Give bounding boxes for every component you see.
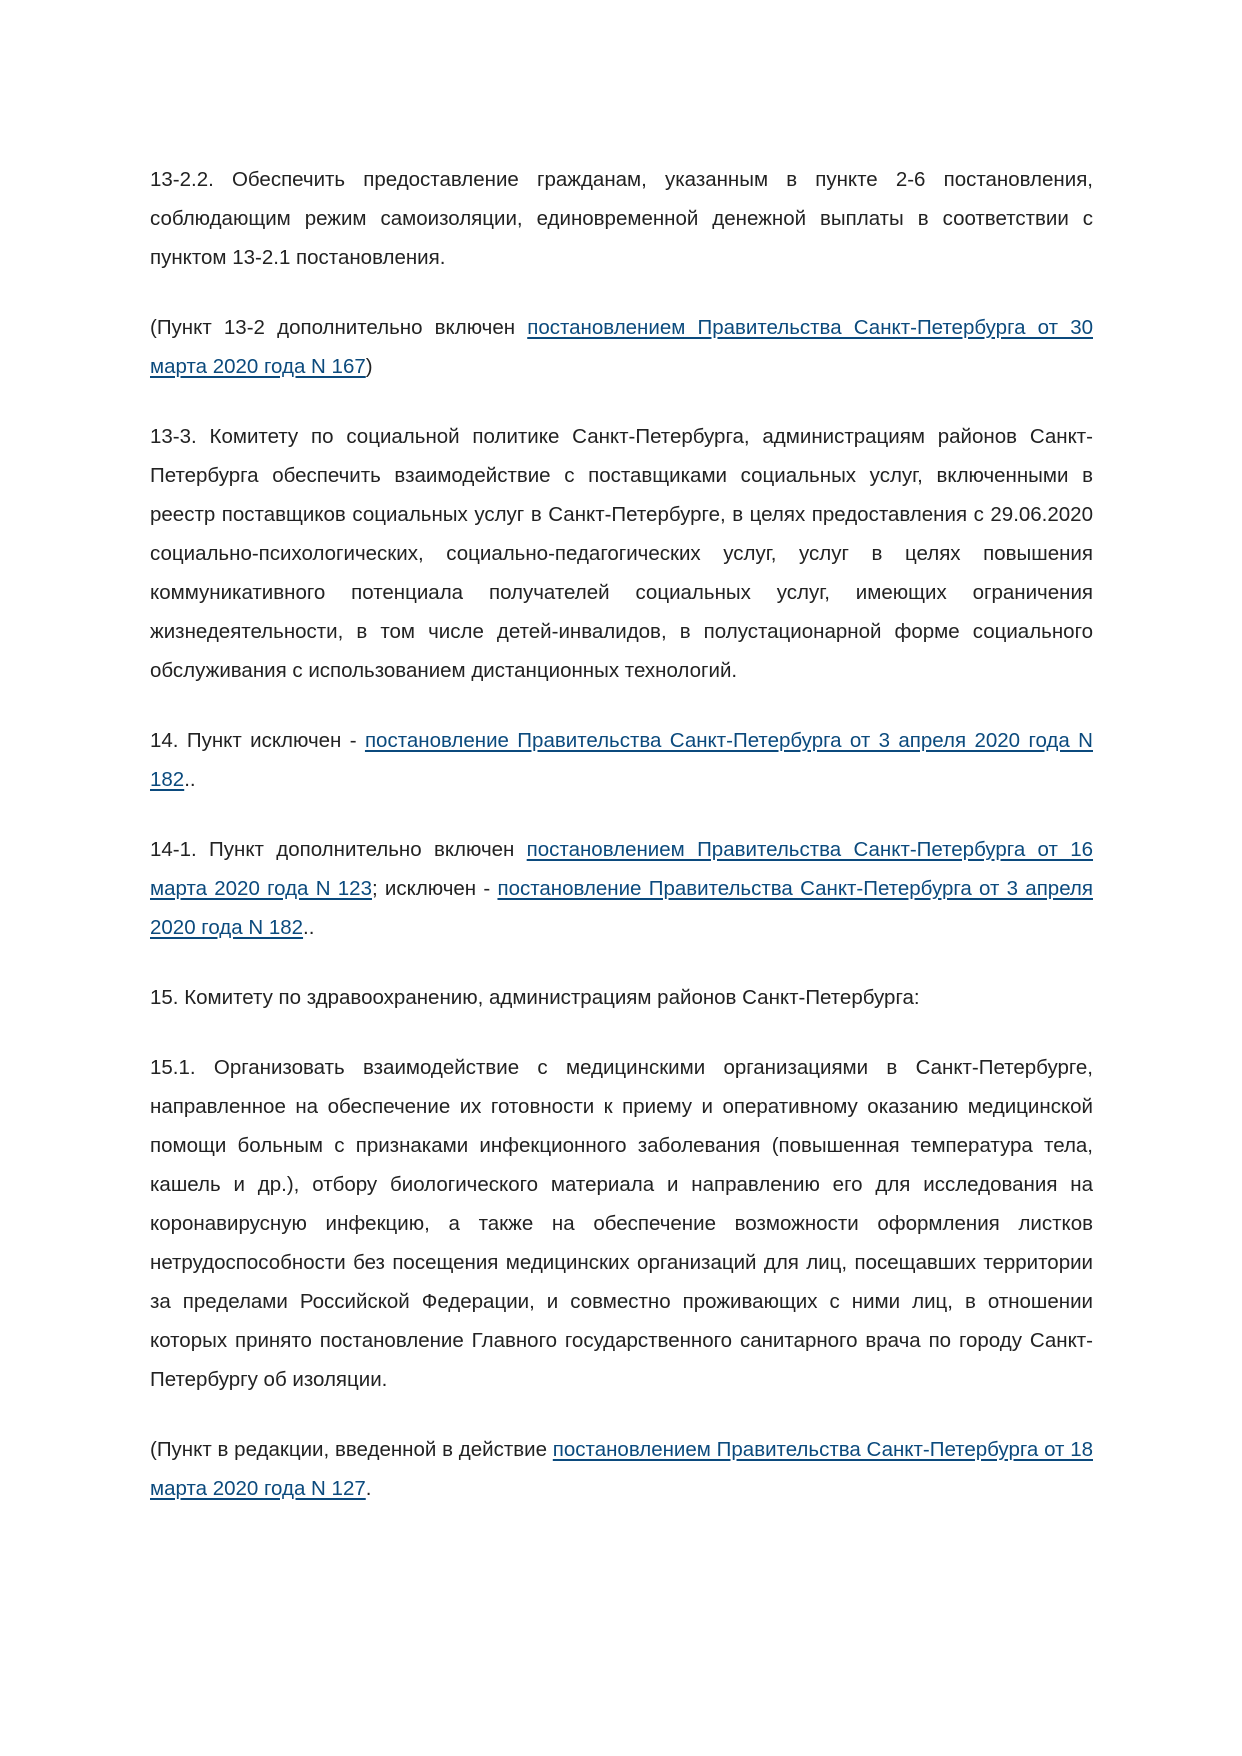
paragraph-text: 14-1. Пункт дополнительно включен — [150, 838, 527, 861]
paragraph-text: ) — [365, 355, 373, 378]
paragraph-text: 13-2.2. Обеспечить предоставление гражданам, указанным в пункте 2-6 постановления, соблюдающим режим самоизоляции, единовременной денежной выплаты в соответствии с пунктом 13-2.1 постановления. — [150, 168, 1093, 269]
link-decree-182[interactable]: постановление Правительства Санкт-Петербурга от 3 апреля 2020 года N 182 — [150, 729, 1093, 791]
paragraph-text: .. — [184, 768, 196, 791]
paragraph-text: 15. Комитету по здравоохранению, администрациям районов Санкт-Петербурга: — [150, 986, 920, 1009]
paragraph-13-2-2 — [150, 160, 1093, 277]
paragraph-13-2-note — [150, 308, 1093, 386]
paragraph-text: 15.1. Организовать взаимодействие с медицинскими организациями в Санкт-Петербурге, направленное на обеспечение их готовности к приему и оперативному оказанию медицинской помощи больным с признаками инфекционного заболевания (повышенная температура тела, кашель и др.), отбору биологического материала и направлению его для исследования на коронавирусную инфекцию, а также на обеспечение возможности оформления листков нетрудоспособности без посещения медицинских организаций для лиц, посещавших территории за пределами Российской Федерации, и совместно проживающих с ними лиц, в отношении которых принято постановление Главного государственного санитарного врача по городу Санкт-Петербургу об изоляции. — [150, 1056, 1093, 1391]
paragraph-15-1 — [150, 1048, 1093, 1399]
link-decree-167[interactable]: постановлением Правительства Санкт-Петербурга от 30 марта 2020 года N 167 — [150, 316, 1093, 378]
paragraph-14 — [150, 721, 1093, 799]
paragraph-text: ; исключен - — [371, 877, 498, 900]
paragraph-text: 14. Пункт исключен - — [150, 729, 365, 752]
link-decree-182-second[interactable]: постановление Правительства Санкт-Петербурга от 3 апреля 2020 года N 182 — [150, 877, 1093, 939]
paragraph-13-3 — [150, 417, 1093, 690]
link-decree-123[interactable]: постановлением Правительства Санкт-Петербурга от 16 марта 2020 года N 123 — [150, 838, 1094, 900]
paragraph-text: .. — [303, 916, 315, 939]
paragraph-text: (Пункт 13-2 дополнительно включен — [150, 316, 528, 339]
document-body — [150, 160, 1093, 1539]
paragraph-14-1 — [150, 830, 1093, 947]
paragraph-15-1-note — [150, 1430, 1093, 1508]
paragraph-text: 13-3. Комитету по социальной политике Санкт-Петербурга, администрациям районов Санкт-Петербурга обеспечить взаимодействие с поставщиками социальных услуг, включенными в реестр поставщиков социальных услуг в Санкт-Петербурге, в целях предоставления с 29.06.2020 социально-психологических, социально-педагогических услуг, услуг в целях повышения коммуникативного потенциала получателей социальных услуг, имеющих ограничения жизнедеятельности, в том числе детей-инвалидов, в полустационарной форме социального обслуживания с использованием дистанционных технологий. — [150, 425, 1093, 682]
link-decree-127[interactable]: постановлением Правительства Санкт-Петербурга от 18 марта 2020 года N 127 — [150, 1438, 1093, 1500]
paragraph-text: . — [365, 1477, 372, 1500]
paragraph-text: (Пункт в редакции, введенной в действие — [150, 1438, 553, 1461]
paragraph-15 — [150, 978, 1093, 1017]
